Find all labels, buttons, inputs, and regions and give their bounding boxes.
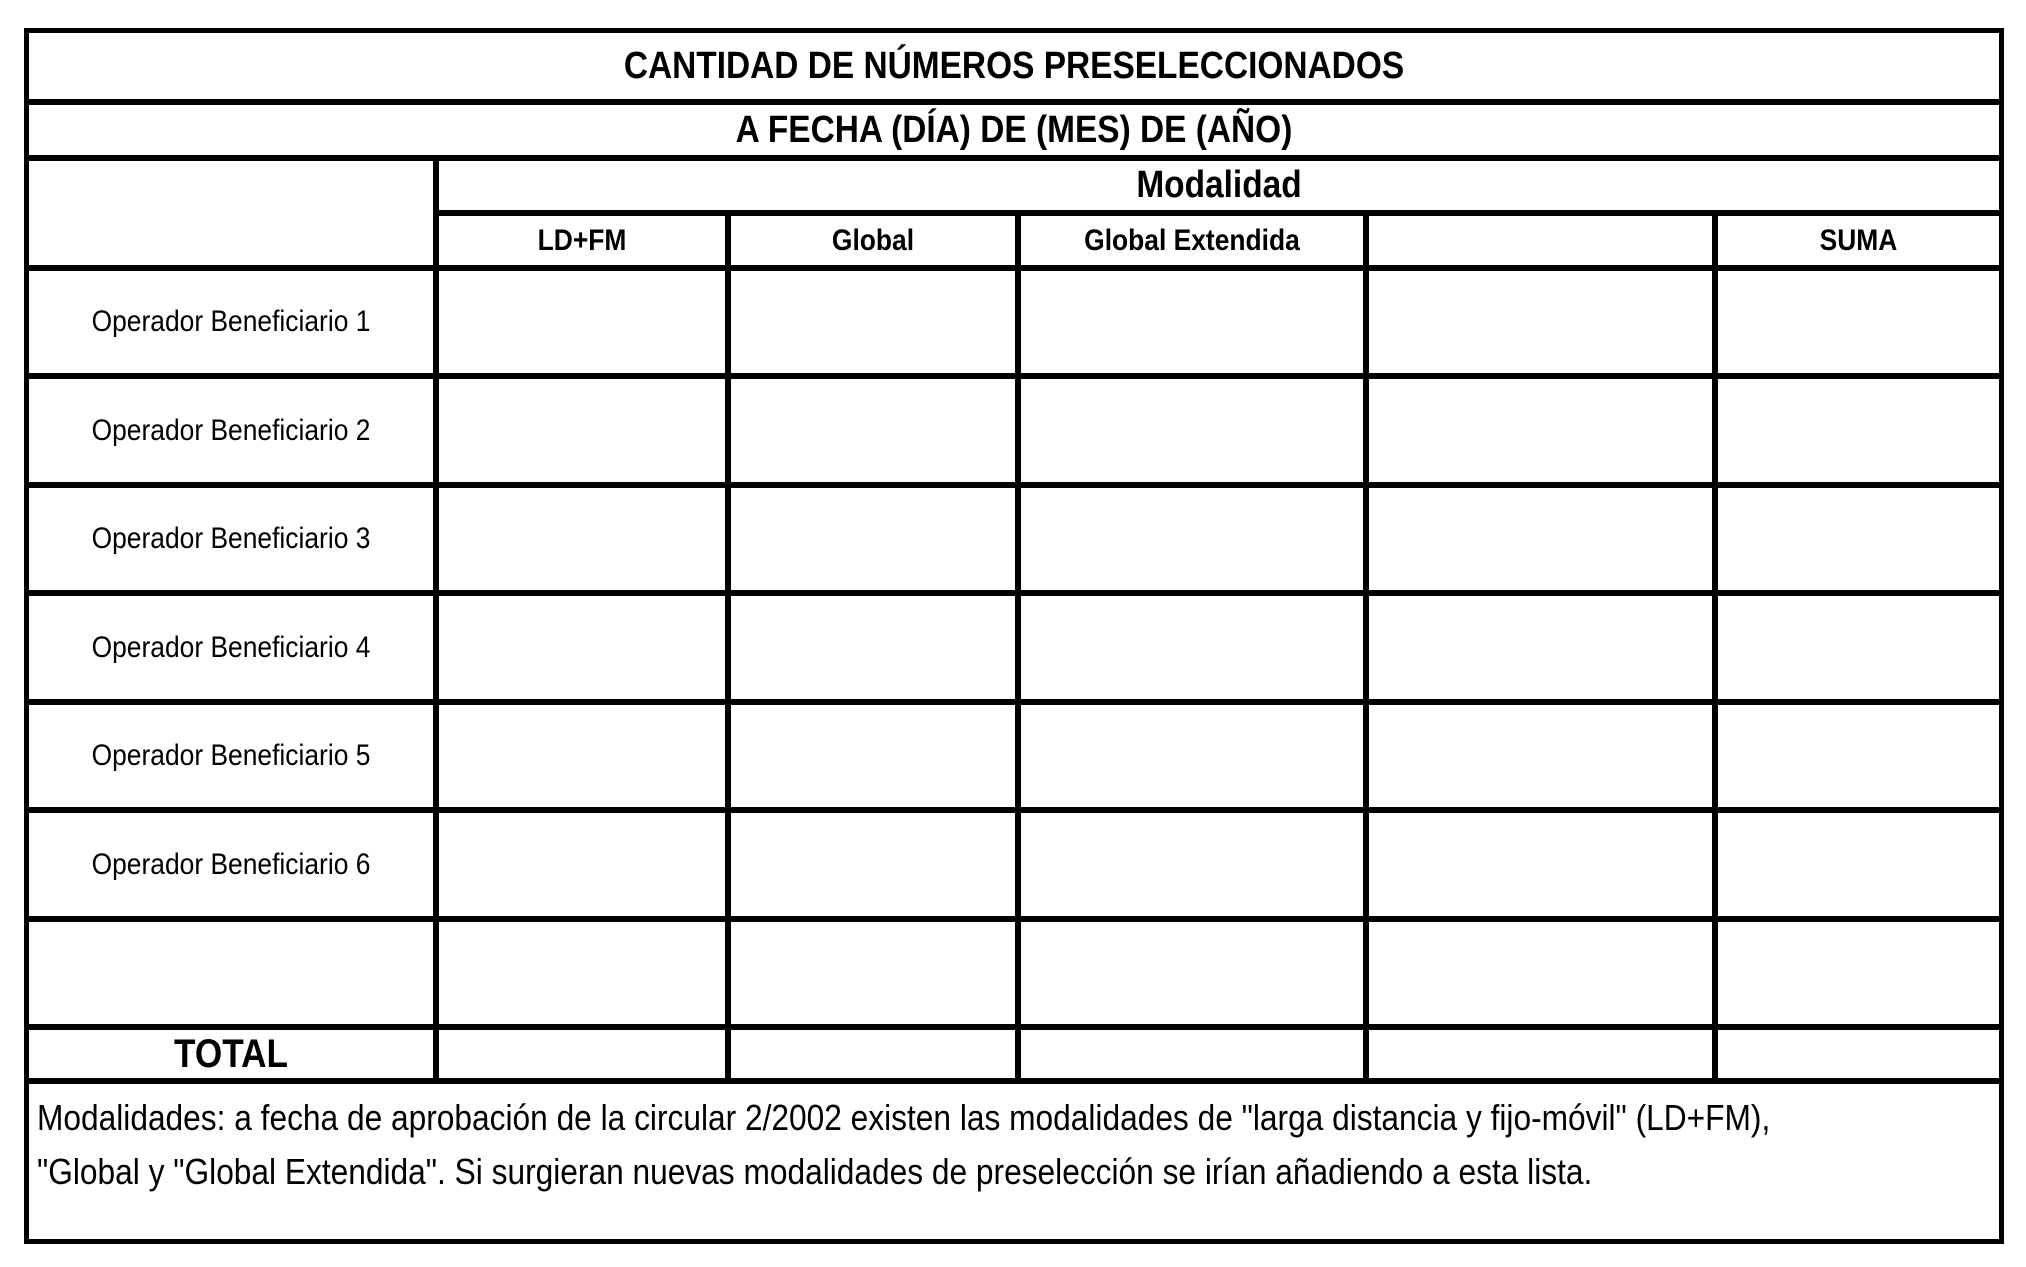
- divider: [725, 210, 731, 1081]
- row-label-operador-5: Operador Beneficiario 5: [91, 739, 371, 772]
- total-label: TOTAL: [173, 1031, 289, 1076]
- row-label-blank: [53, 922, 409, 1024]
- preselection-table: [24, 28, 2004, 1244]
- table-subtitle: A FECHA (DÍA) DE (MES) DE (AÑO): [735, 108, 1293, 151]
- table-title: CANTIDAD DE NÚMEROS PRESELECCIONADOS: [623, 44, 1405, 87]
- divider: [1015, 210, 1021, 1081]
- modalidad-header: Modalidad: [1136, 164, 1302, 206]
- column-header-blank: [1390, 216, 1692, 265]
- column-header-ld-fm: LD+FM: [537, 223, 627, 257]
- column-header-suma: SUMA: [1819, 223, 1898, 257]
- divider: [29, 1078, 1999, 1084]
- row-label-operador-1: Operador Beneficiario 1: [91, 305, 371, 338]
- row-label-operador-2: Operador Beneficiario 2: [91, 413, 371, 447]
- modalidades-note: Modalidades: a fecha de aprobación de la circular 2/2002 existen las modalidades de "larga distancia y fijo-móvil" (LD+FM), "Global y "Global Extendida". Si surgieran nuevas modalidades de preselección se irían añadiendo a esta lista.: [37, 1097, 1771, 1192]
- column-header-global-extendida: Global Extendida: [1084, 223, 1300, 257]
- column-header-global: Global: [831, 223, 915, 257]
- row-label-operador-6: Operador Beneficiario 6: [91, 847, 371, 881]
- divider: [433, 155, 439, 1081]
- row-label-operador-4: Operador Beneficiario 4: [91, 630, 371, 664]
- divider: [1712, 210, 1718, 1081]
- row-label-operador-3: Operador Beneficiario 3: [91, 522, 371, 555]
- divider: [1363, 210, 1369, 1081]
